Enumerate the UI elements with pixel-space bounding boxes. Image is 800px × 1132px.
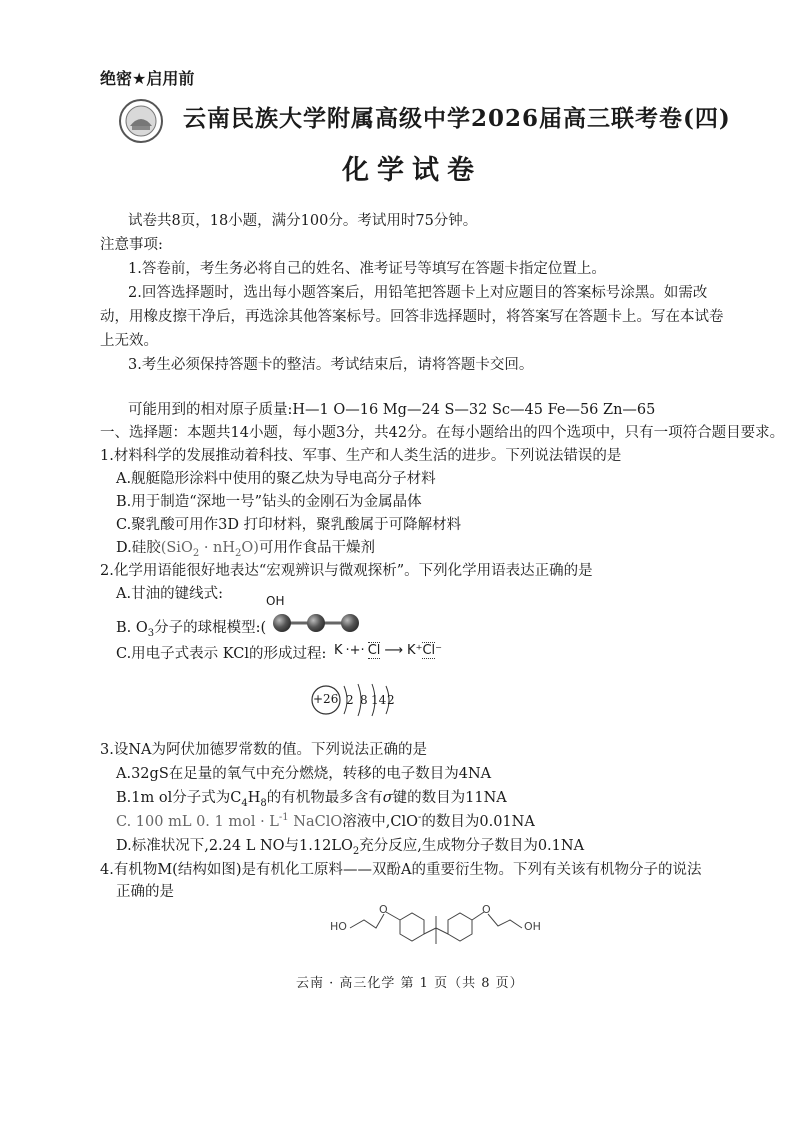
q3-option-c: C. 100 mL 0. 1 mol · $L^{-1}$ NaClO溶液中,ClO-的数目为0.01NA	[116, 812, 535, 830]
school-seal-logo	[118, 98, 164, 144]
q1-option-b: B.用于制造“深地一号”钻头的金刚石为金属晶体	[116, 494, 422, 510]
fe-shell-4: 2	[387, 693, 395, 707]
benzene-ring-right	[448, 913, 472, 941]
q4-right-o: O	[482, 903, 491, 916]
exam-summary: 试卷共8页，18小题，满分100分。考试用时75分钟。	[128, 213, 478, 229]
q1-option-a: A.舰艇隐形涂料中使用的聚乙炔为导电高分子材料	[116, 471, 436, 487]
notice-2-line2: 动，用橡皮擦干净后，再选涂其他答案标号。回答非选择题时，将答案写在答题卡上。写在本试卷	[100, 309, 724, 325]
q1-option-d-prefix: D.硅胶	[116, 540, 161, 556]
q2-option-a: A.甘油的键线式:	[116, 586, 223, 602]
q2-stem: 2.化学用语能很好地表达“宏观辨识与微观探析”。下列化学用语表达正确的是	[100, 563, 593, 579]
notice-2-line1: 2.回答选择题时，选出每小题答案后，用铅笔把答题卡上对应题目的答案标号涂黑。如需改	[128, 285, 708, 301]
benzene-ring-left	[400, 913, 424, 941]
fe-shell-1: 2	[346, 693, 354, 707]
notice-title: 注意事项:	[100, 237, 163, 253]
oxygen-atom-ball	[273, 614, 291, 632]
oxygen-atom-ball	[341, 614, 359, 632]
notice-3: 3.考生必须保持答题卡的整洁。考试结束后，请将答题卡交回。	[128, 357, 534, 373]
q1-option-d-suffix: 可用作食品干燥剂	[258, 540, 375, 556]
confidential-label: 绝密★启用前	[100, 69, 195, 88]
q4-stem-line2: 正确的是	[116, 884, 174, 900]
notice-1: 1.答卷前，考生务必将自己的姓名、准考证号等填写在答题卡指定位置上。	[128, 261, 606, 277]
oxygen-atom-ball	[307, 614, 325, 632]
q3-option-a: A.32gS在足量的氧气中充分燃烧，转移的电子数目为4NA	[116, 766, 492, 782]
subject-title: 化学试卷	[342, 155, 482, 186]
fe-shell-2: 8	[360, 693, 368, 707]
q4-stem-line1: 4.有机物M(结构如图)是有机化工原料——双酚A的重要衍生物。下列有关该有机物分子的说法	[100, 862, 702, 878]
notice-2-line3: 上无效。	[100, 333, 158, 349]
q3-option-b: B.1m ol分子式为$C_4H_8$的有机物最多含有σ键的数目为11NA	[116, 790, 507, 809]
q3-option-d: D.标准状况下,2.24 L NO与$1.12LO_2$充分反应,生成物分子数目为0.1NA	[116, 838, 585, 857]
q1-option-c: C.聚乳酸可用作3D 打印材料，聚乳酸属于可降解材料	[116, 517, 462, 533]
fe-nucleus-label: +26	[313, 692, 339, 706]
q2-a-oh-label: OH	[266, 594, 285, 608]
kcl-electron-formula: K ·+· Cl ⟶ K⁺Cl⁻	[334, 643, 443, 658]
ozone-ball-stick-model	[270, 608, 360, 638]
q4-left-oh: HO	[330, 920, 347, 933]
q2-option-c: C.用电子式表示 KCl的形成过程:	[116, 646, 327, 662]
section-1-heading: 一、选择题：本题共14小题，每小题3分，共42分。在每小题给出的四个选项中，只有一项符合题目要求。	[100, 425, 785, 441]
school-title: 云南民族大学附属高级中学2026届高三联考卷(四)	[183, 105, 731, 132]
atomic-masses: 可能用到的相对原子质量:H—1 O—16 Mg—24 S—32 Sc—45 Fe—56 Zn—65	[128, 402, 656, 418]
fe-shell-3: 14	[371, 693, 387, 707]
q1-option-d	[116, 536, 375, 557]
q2-option-b: B. $O_3$分子的球棍模型:(	[116, 620, 267, 639]
q1-option-d-formula: $(SiO_2 \cdot nH_2O)$	[160, 540, 259, 559]
q4-left-o: O	[379, 903, 388, 916]
q3-stem: 3.设NA为阿伏加德罗常数的值。下列说法正确的是	[100, 742, 427, 758]
q4-right-oh: OH	[524, 920, 541, 933]
q1-stem: 1.材料科学的发展推动着科技、军事、生产和人类生活的进步。下列说法错误的是	[100, 448, 622, 464]
page-footer: 云南 · 高三化学 第 1 页（共 8 页）	[296, 976, 524, 991]
